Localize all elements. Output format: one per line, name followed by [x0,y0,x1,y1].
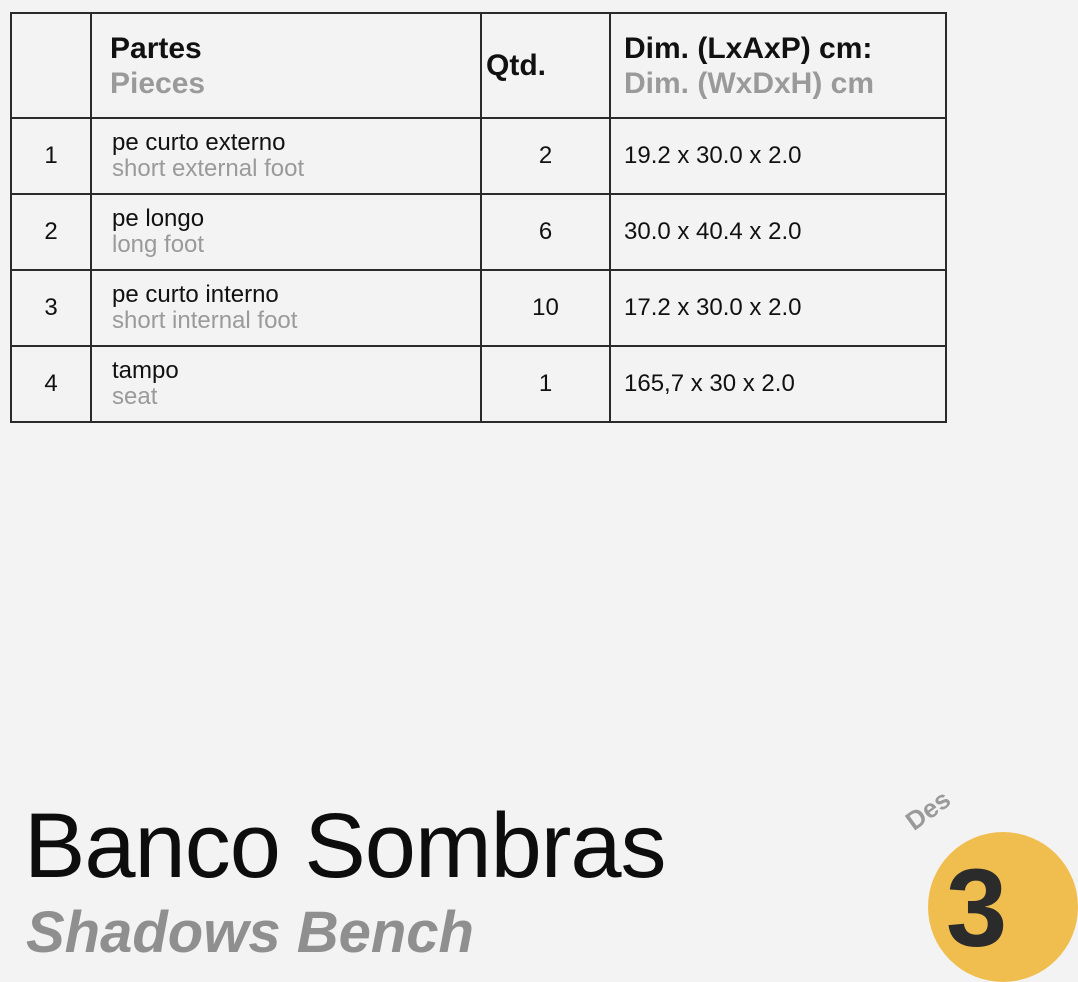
row-qty: 10 [481,270,610,346]
row-dimensions: 165,7 x 30 x 2.0 [610,346,946,422]
header-part-en: Pieces [110,66,206,100]
corner-badge [928,832,1078,982]
row-dimensions: 30.0 x 40.4 x 2.0 [610,194,946,270]
table-row [11,346,946,422]
row-part-name-en: short external foot [112,155,305,182]
row-dimensions: 19.2 x 30.0 x 2.0 [610,118,946,194]
row-dimensions: 17.2 x 30.0 x 2.0 [610,270,946,346]
header-dim-pt: Dim. (LxAxP) cm: [624,31,873,65]
row-part-name-pt: pe curto externo [112,129,286,156]
header-dim-en: Dim. (WxDxH) cm [624,66,875,100]
row-part-name-pt: tampo [112,357,179,384]
badge-digit: 3 [946,847,1008,970]
header-part [91,13,481,118]
table-header-row [11,13,946,118]
row-part-name-en: short internal foot [112,307,298,334]
row-part [91,194,481,270]
row-part [91,270,481,346]
row-number: 1 [11,118,91,194]
row-part-name-en: seat [112,383,158,410]
row-part [91,346,481,422]
header-number [11,13,91,118]
row-part-name-en: long foot [112,231,205,258]
table-row [11,118,946,194]
row-qty: 1 [481,346,610,422]
row-qty: 2 [481,118,610,194]
page-subtitle: Shadows Bench [26,900,474,965]
row-number: 4 [11,346,91,422]
row-number: 3 [11,270,91,346]
row-number: 2 [11,194,91,270]
table-row [11,194,946,270]
header-dimensions [610,13,946,118]
parts-table [10,12,947,423]
row-part [91,118,481,194]
header-part-pt: Partes [110,31,202,65]
row-part-name-pt: pe longo [112,205,205,232]
header-qty: Qtd. [481,13,610,118]
row-qty: 6 [481,194,610,270]
row-part-name-pt: pe curto interno [112,281,279,308]
page-title: Banco Sombras [24,795,666,897]
badge-arc-text: Des [899,783,957,837]
table-row [11,270,946,346]
